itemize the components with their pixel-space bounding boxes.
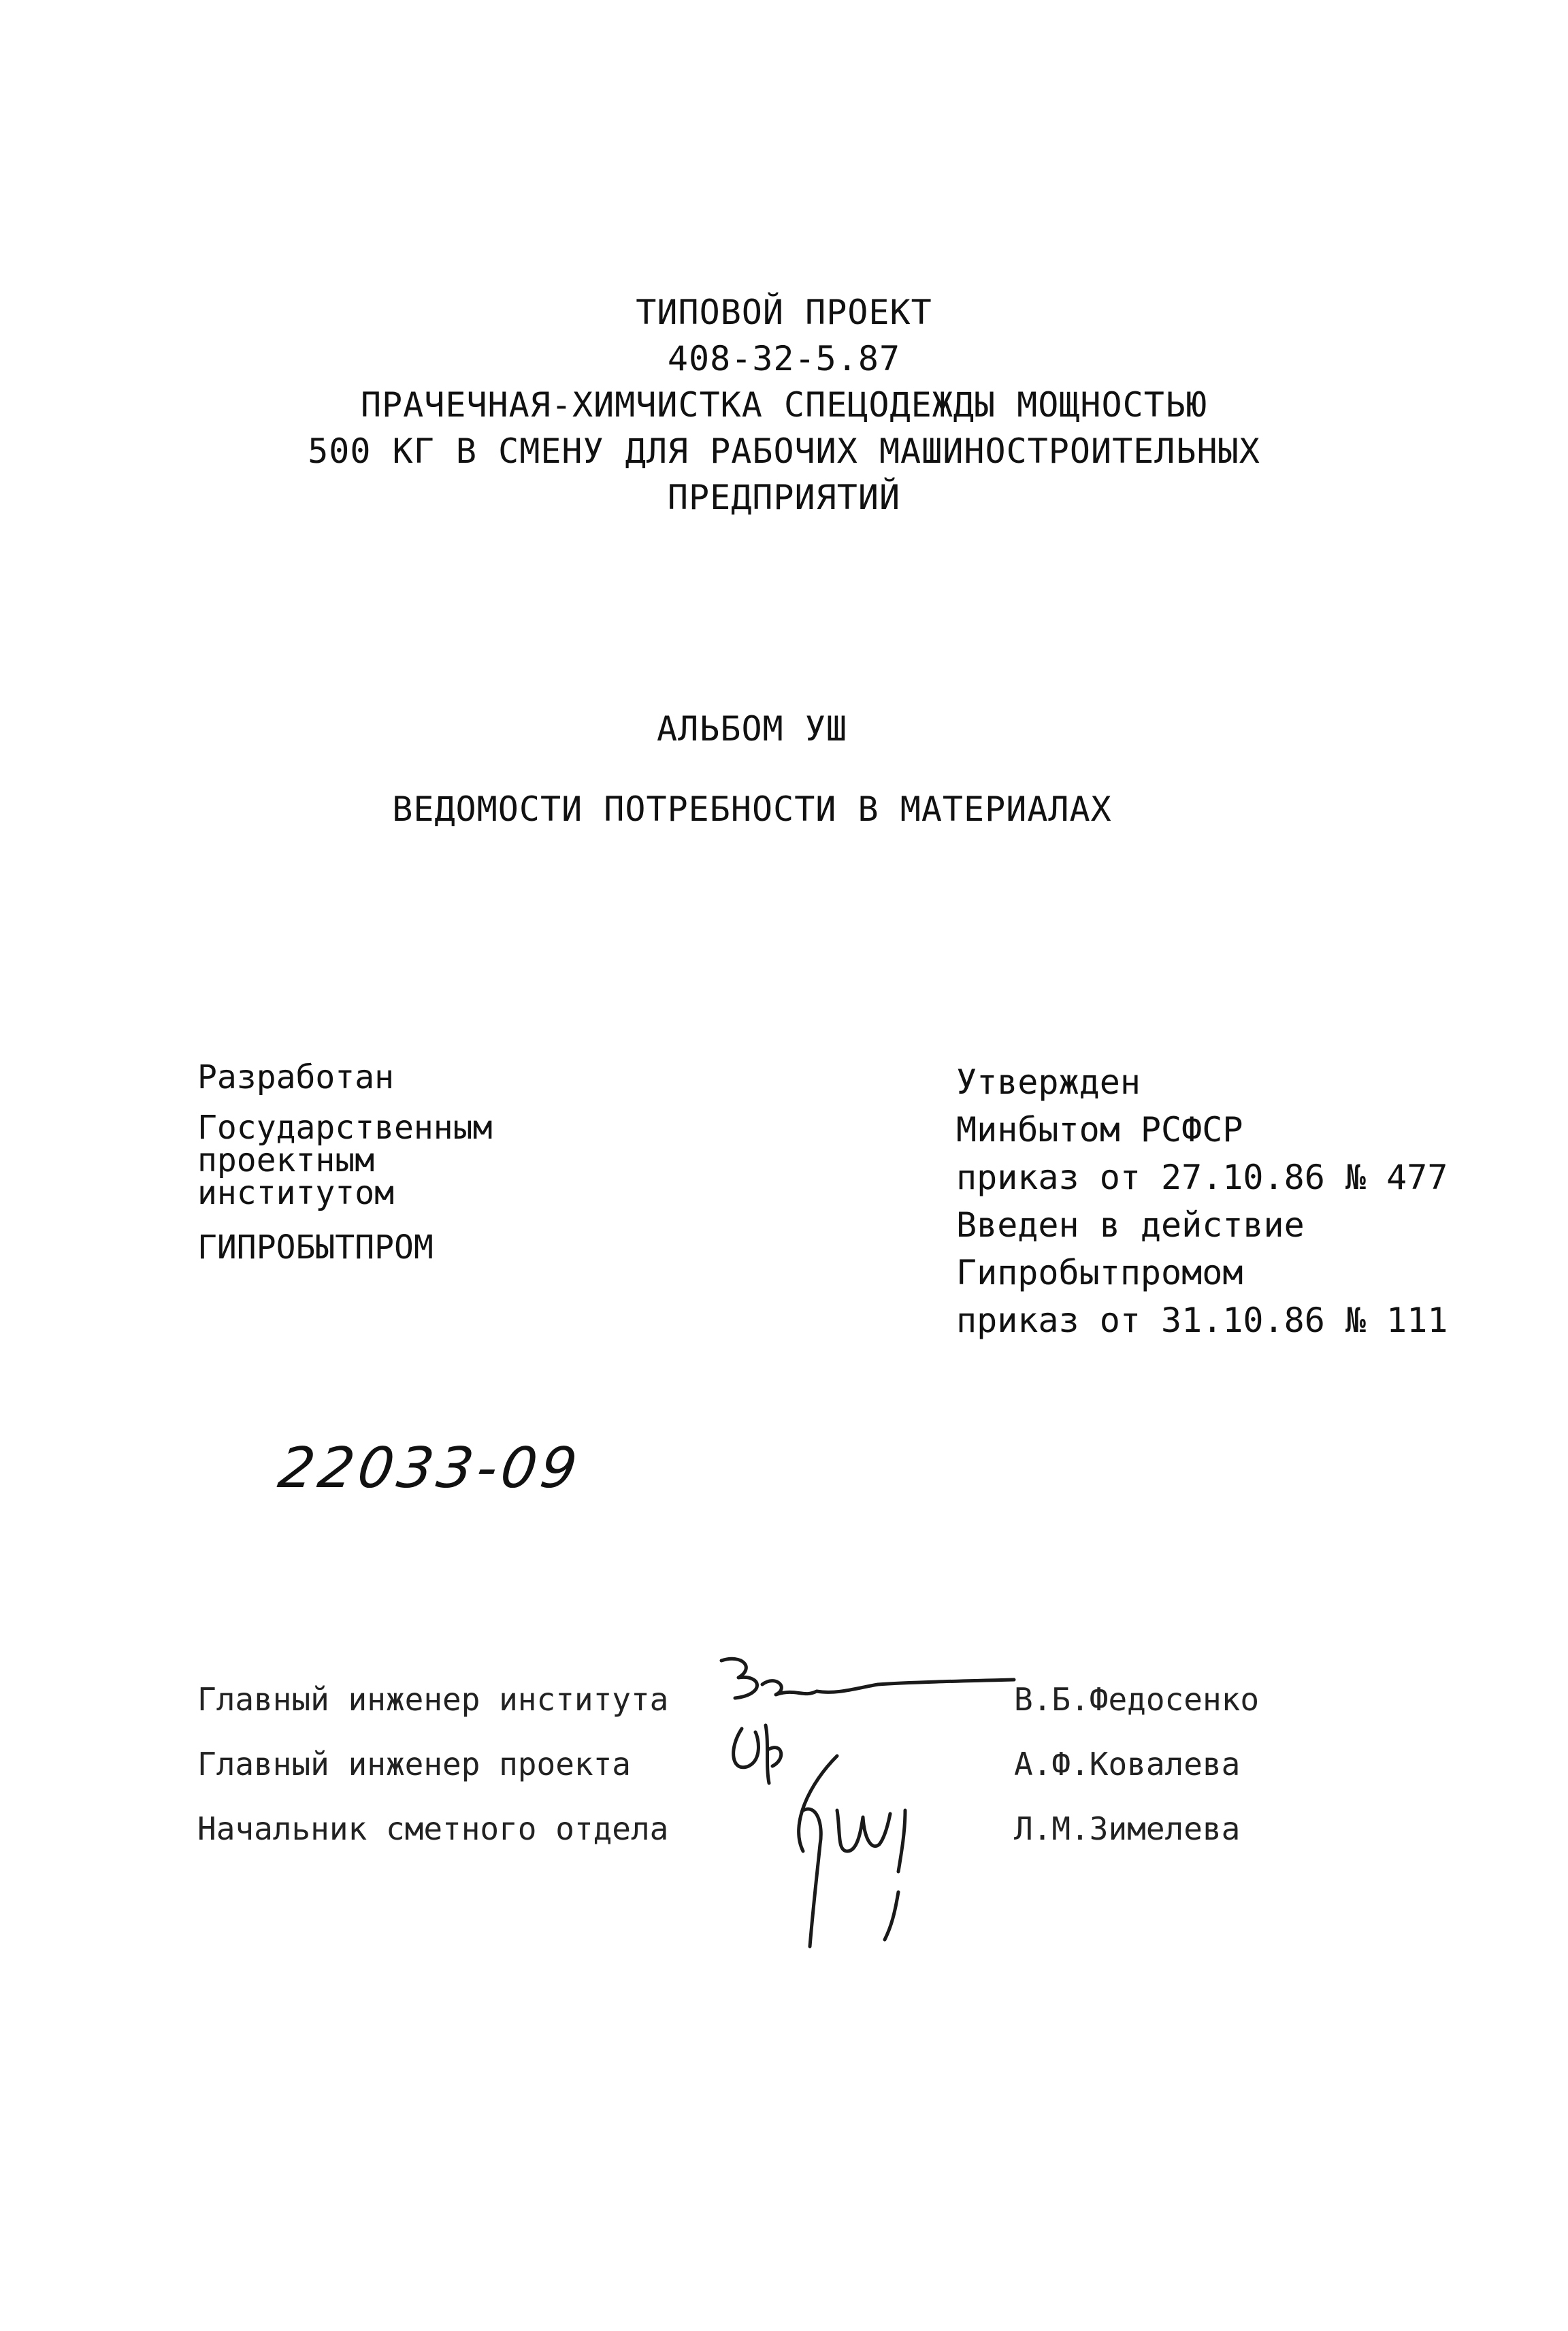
approval-block: [956, 1058, 1448, 1344]
album-title: АЛЬБОМ УШ: [657, 709, 847, 749]
project-title-line-3: ПРЕДПРИЯТИЙ: [667, 478, 901, 517]
signatory-name-1: В.Б.Федосенко: [1014, 1681, 1260, 1718]
signatory-name-2: А.Ф.Ковалева: [1014, 1746, 1241, 1782]
handwritten-signatures: [701, 1647, 1082, 2001]
enactment-order: приказ от 31.10.86 № 111: [956, 1301, 1448, 1340]
signature-2: [734, 1725, 781, 1783]
signature-1: [721, 1659, 1014, 1698]
enacted-label: Введен в действие: [956, 1205, 1305, 1245]
approved-label: Утвержден: [956, 1062, 1141, 1102]
project-title-line-2: 500 КГ В СМЕНУ ДЛЯ РАБОЧИХ МАШИНОСТРОИТЕЛЬНЫХ: [308, 431, 1260, 471]
signatory-title-3: Начальник сметного отдела: [197, 1810, 669, 1847]
approval-order: приказ от 27.10.86 № 477: [956, 1158, 1448, 1197]
approved-by: Минбытом РСФСР: [956, 1110, 1243, 1150]
developer-line-3: институтом: [197, 1174, 394, 1212]
title-block: [0, 289, 1568, 521]
signatory-title-1: Главный инженер института: [197, 1681, 669, 1718]
signatory-title-2: Главный инженер проекта: [197, 1746, 631, 1782]
developer-block: [197, 1058, 492, 1267]
developer-line-2: проектным: [197, 1141, 375, 1179]
enacted-by: Гипробытпромом: [956, 1253, 1243, 1292]
signature-3: [799, 1756, 905, 1946]
developer-org: ГИПРОБЫТПРОМ: [197, 1228, 434, 1267]
developer-line-1: Государственным: [197, 1109, 493, 1147]
developed-label: Разработан: [197, 1058, 394, 1096]
signatory-name-3: Л.М.Зимелева: [1014, 1810, 1241, 1847]
handwritten-number: 22033-09: [274, 1436, 585, 1501]
project-number: 408-32-5.87: [667, 339, 901, 378]
project-title-line-1: ПРАЧЕЧНАЯ-ХИМЧИСТКА СПЕЦОДЕЖДЫ МОЩНОСТЬЮ: [360, 385, 1208, 425]
album-subject: ВЕДОМОСТИ ПОТРЕБНОСТИ В МАТЕРИАЛАХ: [392, 789, 1112, 829]
project-type: ТИПОВОЙ ПРОЕКТ: [636, 293, 932, 332]
